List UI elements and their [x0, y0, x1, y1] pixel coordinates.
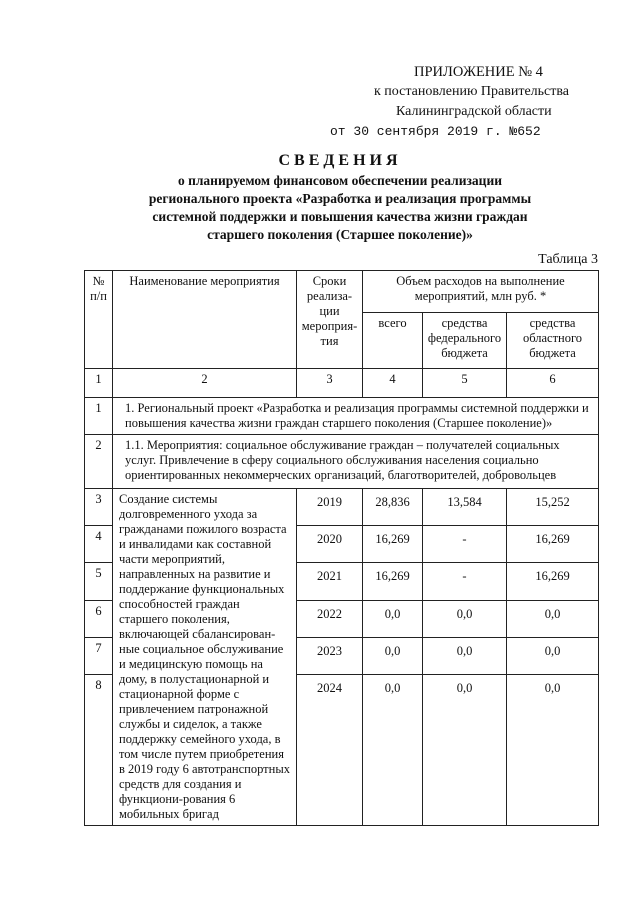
year-cell: 2022 [297, 600, 363, 637]
header-expenses: Объем расходов на выполнение мероприятий, млн руб. * [363, 271, 599, 313]
header-federal: средства федерального бюджета [423, 313, 507, 369]
title-line-2: регионального проекта «Разработка и реализация программы [148, 191, 532, 206]
federal-cell: 13,584 [423, 489, 507, 526]
total-cell: 28,836 [363, 489, 423, 526]
header-num: № п/п [85, 271, 113, 369]
regional-cell: 16,269 [507, 526, 599, 563]
header-terms: Сроки реализа-ции мероприя-тия [297, 271, 363, 369]
regional-cell: 0,0 [507, 600, 599, 637]
year-cell: 2019 [297, 489, 363, 526]
federal-cell: 0,0 [423, 637, 507, 674]
row-num: 6 [85, 600, 113, 637]
header-regional: средства областного бюджета [507, 313, 599, 369]
title-line-3: системной поддержки и повышения качества жизни граждан [152, 209, 528, 224]
appendix-resolution: к постановлению Правительства [374, 84, 570, 99]
total-cell: 0,0 [363, 600, 423, 637]
year-cell: 2021 [297, 563, 363, 600]
table-label: Таблица 3 [538, 252, 598, 267]
document-title [60, 150, 620, 244]
total-cell: 0,0 [363, 637, 423, 674]
regional-cell: 0,0 [507, 637, 599, 674]
row-num: 2 [85, 435, 113, 489]
appendix-title: ПРИЛОЖЕНИЕ № 4 [414, 64, 543, 80]
appendix-date-number: от 30 сентября 2019 г. №652 [330, 124, 541, 139]
row-num: 4 [85, 526, 113, 563]
title-heading: СВЕДЕНИЯ [278, 152, 402, 169]
year-cell: 2024 [297, 675, 363, 826]
federal-cell: 0,0 [423, 675, 507, 826]
appendix-block [330, 62, 610, 142]
header-name: Наименование мероприятия [113, 271, 297, 369]
row-num: 5 [85, 563, 113, 600]
col-number: 6 [507, 369, 599, 398]
col-number: 4 [363, 369, 423, 398]
col-number: 5 [423, 369, 507, 398]
year-cell: 2020 [297, 526, 363, 563]
regional-cell: 0,0 [507, 675, 599, 826]
measures-text: 1.1. Мероприятия: социальное обслуживание граждан – получателей социальных услуг. Привлечение в сферу социального обслуживания населения социально ориентированных некоммерческих организаций, благотворителей, добровольцев [113, 435, 599, 489]
row-num: 7 [85, 637, 113, 674]
activity-description: Создание системы долговременного ухода за гражданами пожилого возраста и инвалидами как составной части мероприятий, направленных на развитие и поддержание функциональных способностей граждан старшего поколения, включающей сбалансирован-ные социальное обслуживание и медицинскую помощь на дому, в полустационарной и стационарной форме с привлечением патронажной службы и сиделок, а также поддержку семейного ухода, в том числе путем приобретения в 2019 году 6 автотранспортных средств для создания и функциони-рования 6 мобильных бригад [113, 489, 297, 826]
total-cell: 16,269 [363, 526, 423, 563]
row-num: 3 [85, 489, 113, 526]
row-num: 8 [85, 675, 113, 826]
table-row [85, 435, 599, 489]
total-cell: 16,269 [363, 563, 423, 600]
federal-cell: - [423, 563, 507, 600]
year-cell: 2023 [297, 637, 363, 674]
appendix-region: Калининградской области [396, 104, 552, 119]
col-number: 1 [85, 369, 113, 398]
title-line-1: о планируемом финансовом обеспечении реализации [177, 173, 503, 188]
regional-cell: 15,252 [507, 489, 599, 526]
regional-project-text: 1. Региональный проект «Разработка и реализация программы системной поддержки и повышения качества жизни граждан старшего поколения (Старшее поколение)» [113, 398, 599, 435]
federal-cell: - [423, 526, 507, 563]
table-row [85, 489, 599, 526]
total-cell: 0,0 [363, 675, 423, 826]
row-num: 1 [85, 398, 113, 435]
table-row [85, 398, 599, 435]
col-number: 3 [297, 369, 363, 398]
financing-table [84, 270, 599, 826]
header-total: всего [363, 313, 423, 369]
regional-cell: 16,269 [507, 563, 599, 600]
col-number: 2 [113, 369, 297, 398]
federal-cell: 0,0 [423, 600, 507, 637]
column-numbers-row [85, 369, 599, 398]
title-line-4: старшего поколения (Старшее поколение)» [207, 227, 473, 242]
